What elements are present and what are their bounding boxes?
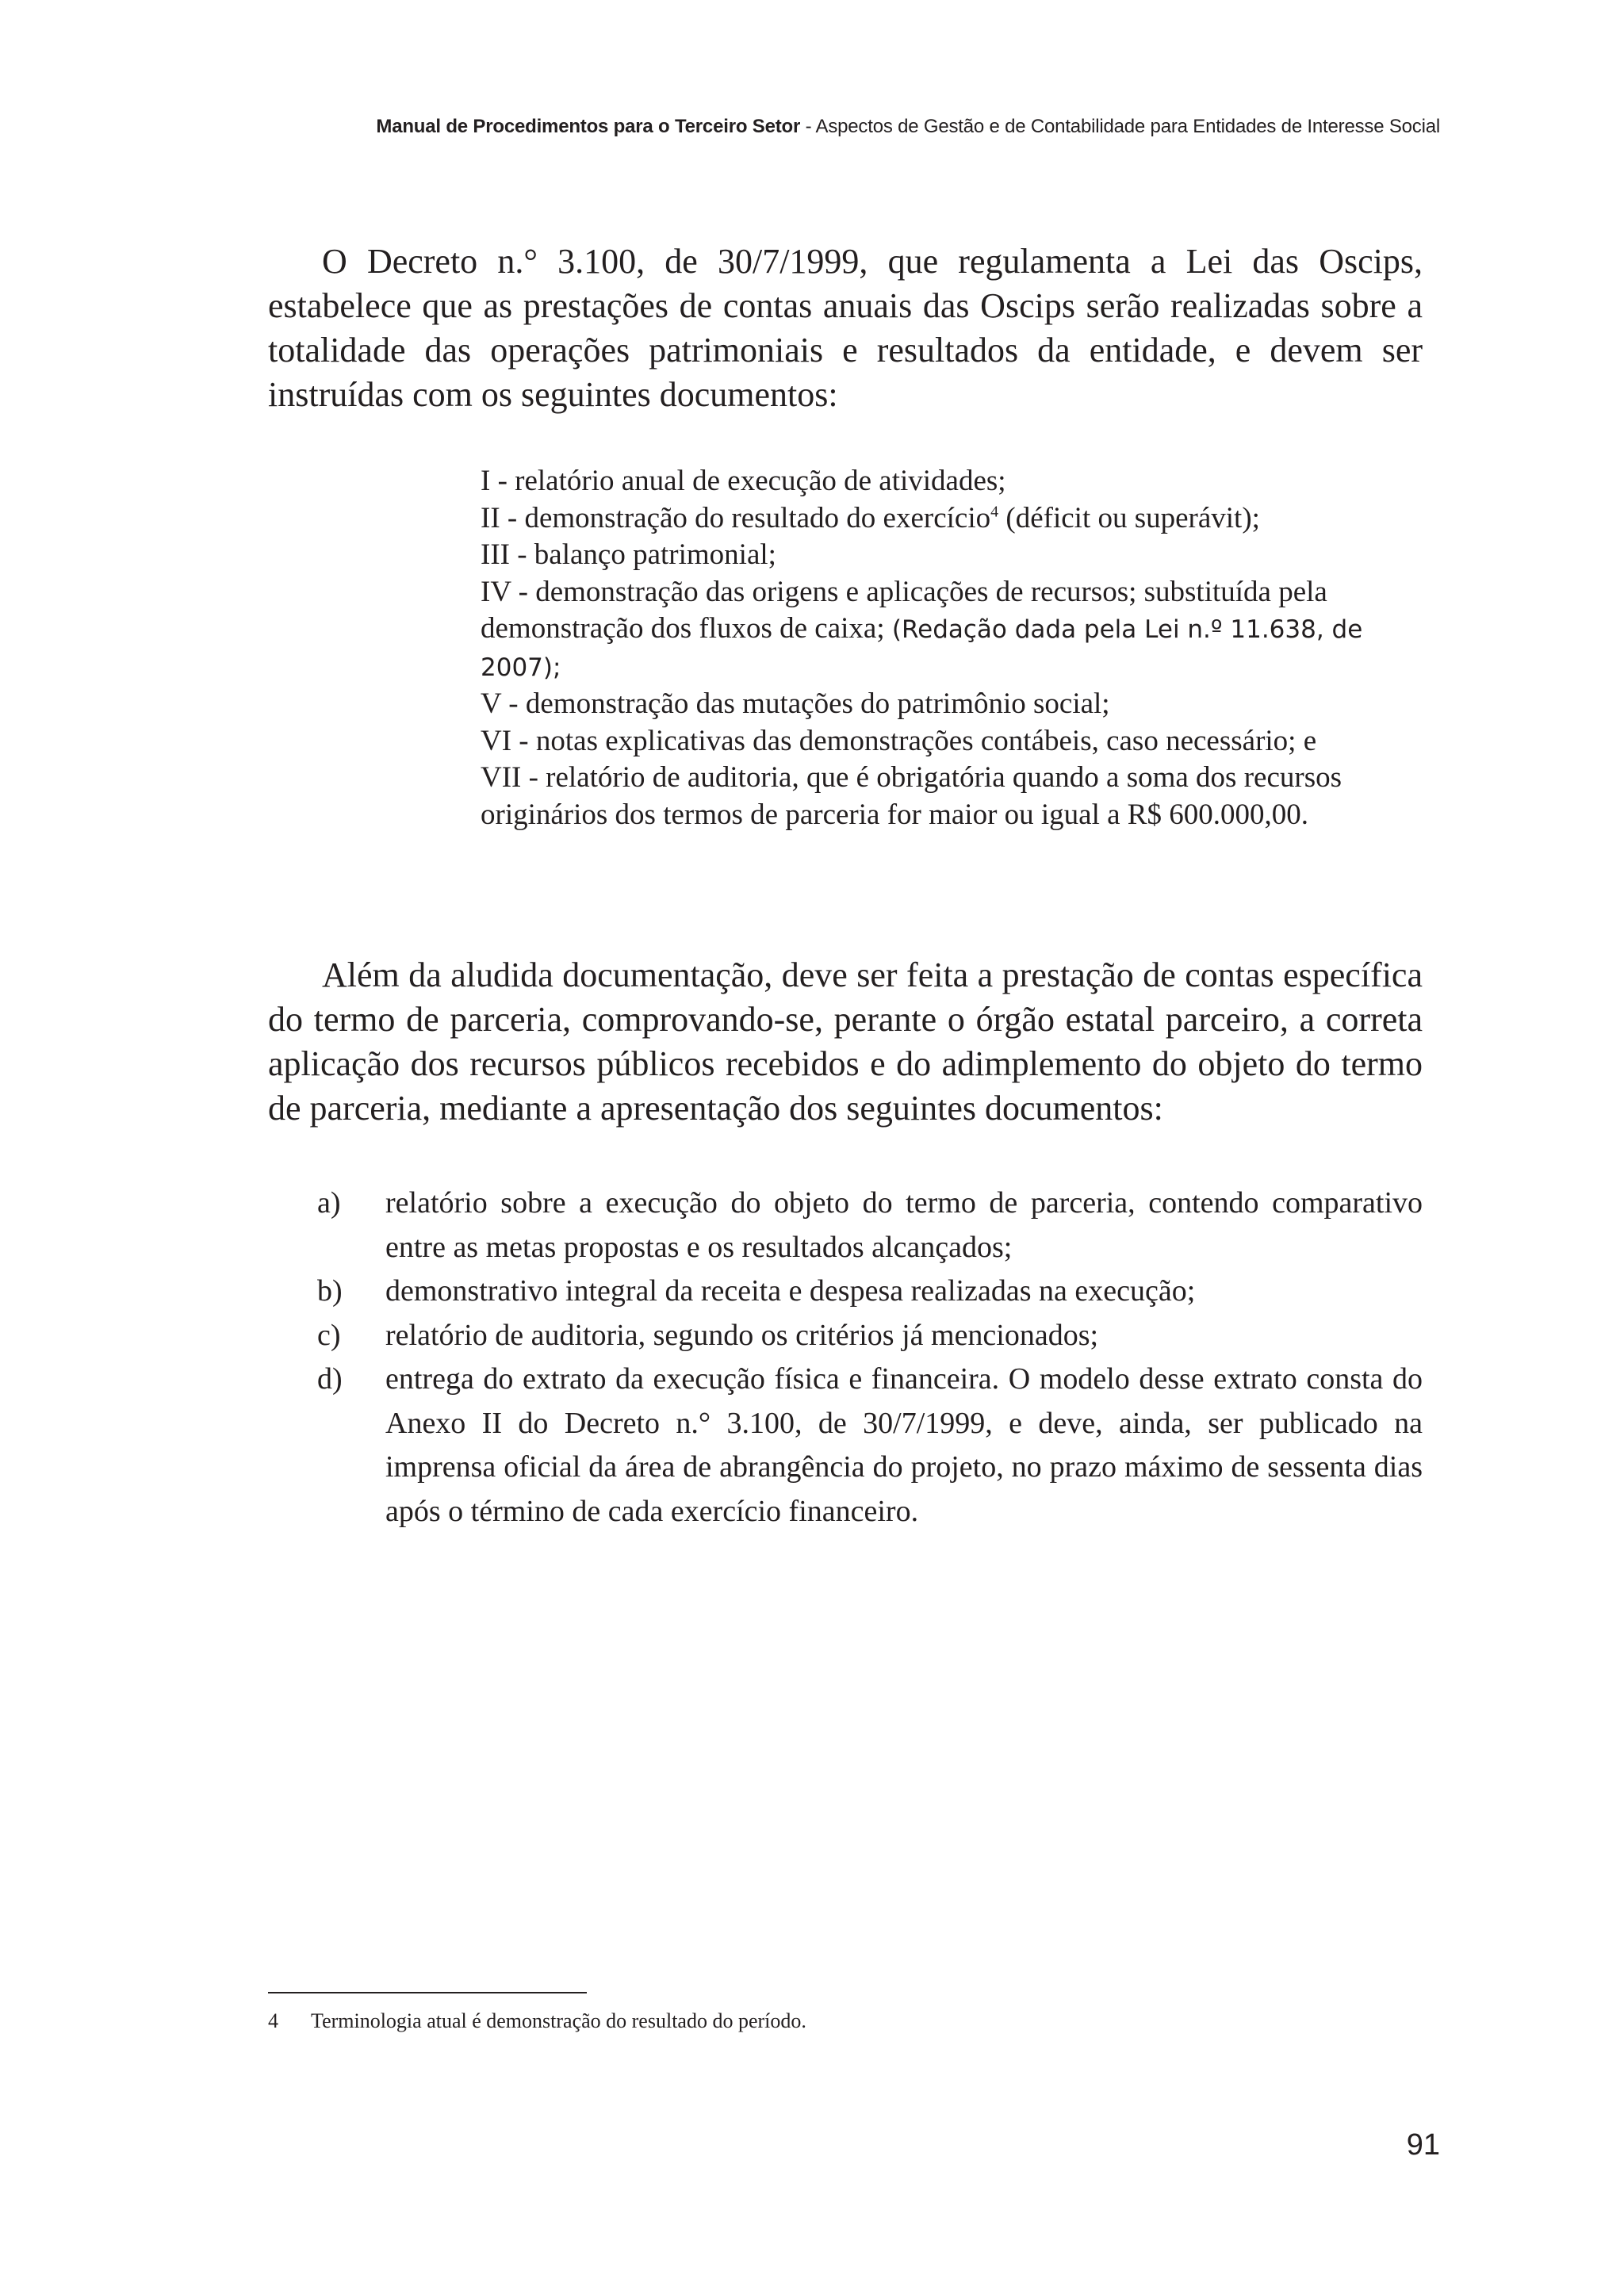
- list-marker: d): [317, 1362, 343, 1396]
- running-header: [184, 116, 1440, 138]
- footnote-text: Terminologia atual é demonstração do resultado do período.: [311, 2009, 806, 2032]
- list-item: [317, 1314, 1423, 1358]
- header-title: Manual de Procedimentos para o Terceiro Setor: [376, 116, 801, 137]
- list-item: [481, 574, 1432, 687]
- oscip-documents-list: [481, 463, 1432, 833]
- list-item: [317, 1270, 1423, 1314]
- list-item-text: entrega do extrato da execução física e financeira. O modelo desse extrato consta do Anexo II do Decreto n.° 3.100, de 30/7/1999, e deve, ainda, ser publicado na imprensa oficial da área de abrangência do projeto, no prazo máximo de sessenta dias após o término de cada exercício financeiro.: [385, 1362, 1423, 1528]
- list-item-text: relatório de auditoria, segundo os critérios já mencionados;: [385, 1318, 1099, 1352]
- list-item: I - relatório anual de execução de atividades;: [481, 465, 1006, 497]
- paragraph-decreto: O Decreto n.° 3.100, de 30/7/1999, que regulamenta a Lei das Oscips, estabelece que as prestações de contas anuais das Oscips serão realizadas sobre a totalidade das operações patrimoniais e resultados da entidade, e devem ser instruídas com os seguintes documentos:: [268, 242, 1423, 414]
- header-separator: -: [800, 116, 816, 137]
- header-subtitle: Aspectos de Gestão e de Contabilidade para Entidades de Interesse Social: [815, 116, 1440, 137]
- parceria-documents-list: [317, 1181, 1423, 1534]
- list-item: III - balanço patrimonial;: [481, 538, 776, 571]
- list-item: [317, 1358, 1423, 1534]
- list-item: [317, 1181, 1423, 1270]
- paragraph-parceria: Além da aludida documentação, deve ser feita a prestação de contas específica do termo de parceria, comprovando-se, perante o órgão estatal parceiro, a correta aplicação dos recursos públicos recebidos e do adimplemento do objeto do termo de parceria, mediante a apresentação dos seguintes documentos:: [268, 956, 1423, 1128]
- list-marker: b): [317, 1274, 343, 1308]
- list-item-text: demonstrativo integral da receita e despesa realizadas na execução;: [385, 1274, 1196, 1308]
- list-item-text: II - demonstração do resultado do exercício: [481, 501, 991, 534]
- list-marker: c): [317, 1318, 341, 1352]
- list-item: [481, 500, 1432, 538]
- list-item: VI - notas explicativas das demonstrações contábeis, caso necessário; e: [481, 724, 1317, 757]
- footnote: [268, 2008, 1423, 2035]
- redacao-note: (Redação dada pela Lei n.º 11.638, de 2007);: [481, 615, 1363, 682]
- list-item-text: relatório sobre a execução do objeto do termo de parceria, contendo comparativo entre as metas propostas e os resultados alcançados;: [385, 1186, 1423, 1264]
- list-item: VII - relatório de auditoria, que é obrigatória quando a soma dos recursos originários dos termos de parceria for maior ou igual a R$ 600.000,00.: [481, 761, 1342, 831]
- list-marker: a): [317, 1186, 341, 1220]
- footnote-divider: [268, 1992, 587, 1993]
- list-item-text: IV - demonstração das origens e aplicações de recursos; substituída pela demonstração dos fluxos de caixa;: [481, 575, 1327, 645]
- page-number: 91: [1406, 2128, 1440, 2162]
- footnote-number: 4: [268, 2009, 278, 2032]
- footnote-reference: 4: [990, 503, 999, 521]
- list-item: V - demonstração das mutações do patrimônio social;: [481, 687, 1110, 720]
- list-item-text: (déficit ou superávit);: [998, 501, 1260, 534]
